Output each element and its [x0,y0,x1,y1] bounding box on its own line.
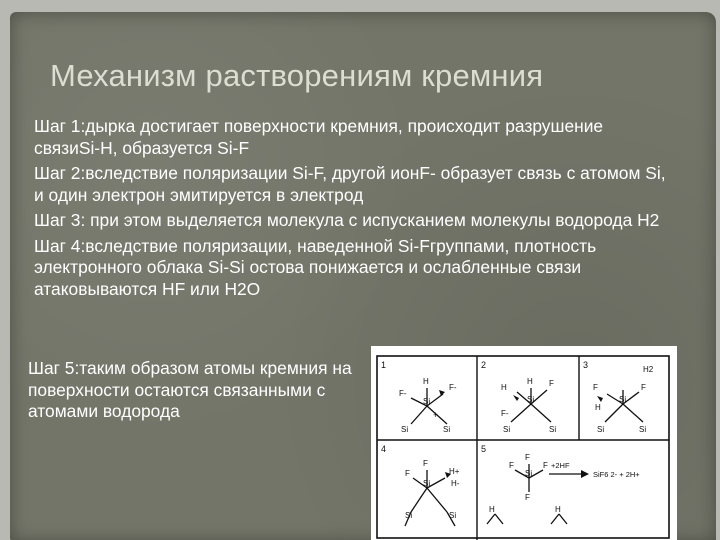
diagram-bonds [405,388,643,526]
mechanism-diagram [371,346,677,540]
panel-number-2: 2 [481,360,487,370]
product-label: SiF6 2- + 2H+ [593,470,640,479]
atom-f: F [593,383,598,392]
diagram-atom-labels [399,365,654,520]
atom-si: Si [423,397,431,406]
atom-si: Si [549,425,557,434]
step-2-text: Шаг 2:вследствие поляризации Si-F, другой ионF- образует связь с атомом Si, и один электрон эмитируется в электрод [34,163,666,205]
panel-number-5: 5 [481,444,487,454]
step-1-text: Шаг 1:дырка достигает поверхности кремния, происходит разрушение связиSi-H, образуется Si-F [34,116,604,158]
h2-label: H2 [643,365,654,374]
atom-h-plus: H+ [449,467,460,476]
atom-si: Si [525,469,533,478]
atom-f: F [423,459,428,468]
step-3-text: Шаг 3: при этом выделяется молекула с испусканием молекулы водорода H2 [34,210,660,230]
atom-si: Si [401,425,409,434]
atom-si: Si [527,395,535,404]
atom-si: Si [423,479,431,488]
slide-title: Механизм растворениям кремния [50,58,544,93]
atom-h: H [423,377,429,386]
step-4-text: Шаг 4:вследствие поляризации, наведенной Si-Fгруппами, плотность электронного облака Si-Si остова понижается и ослабленные связи атаковываются HF или H2O [34,235,597,299]
atom-f-minus: F- [399,389,407,398]
atom-f-minus: F- [501,409,509,418]
atom-h: H [595,403,601,412]
atom-f-minus: F- [449,383,457,392]
atom-si: Si [405,511,413,520]
atom-f: F [405,469,410,478]
atom-h: H [501,383,507,392]
atom-f: F [641,383,646,392]
atom-si: Si [619,395,627,404]
atom-f: F [525,453,530,462]
atom-si: Si [449,511,457,520]
atom-si: Si [597,425,605,434]
atom-f: F [525,493,530,502]
atom-si: Si [443,425,451,434]
hole-symbol: + [433,410,439,420]
reagent-label: +2HF [551,461,570,470]
mechanism-diagram-svg [371,346,677,540]
panel-number-3: 3 [583,360,589,370]
step-5-text: Шаг 5:таким образом атомы кремния на поверхности остаются связанными с атомами водорода [28,358,352,421]
atom-f: F [543,461,548,470]
steps-list [34,116,674,304]
atom-si: Si [639,425,647,434]
atom-f: F [509,461,514,470]
atom-f: F [549,379,554,388]
diagram-frame [377,356,669,538]
panel-number-1: 1 [381,360,387,370]
atom-h: H [555,505,561,514]
panel-number-4: 4 [381,444,387,454]
atom-h-minus: H- [451,479,460,488]
atom-h: H [489,505,495,514]
atom-h: H [527,377,533,386]
atom-si: Si [503,425,511,434]
